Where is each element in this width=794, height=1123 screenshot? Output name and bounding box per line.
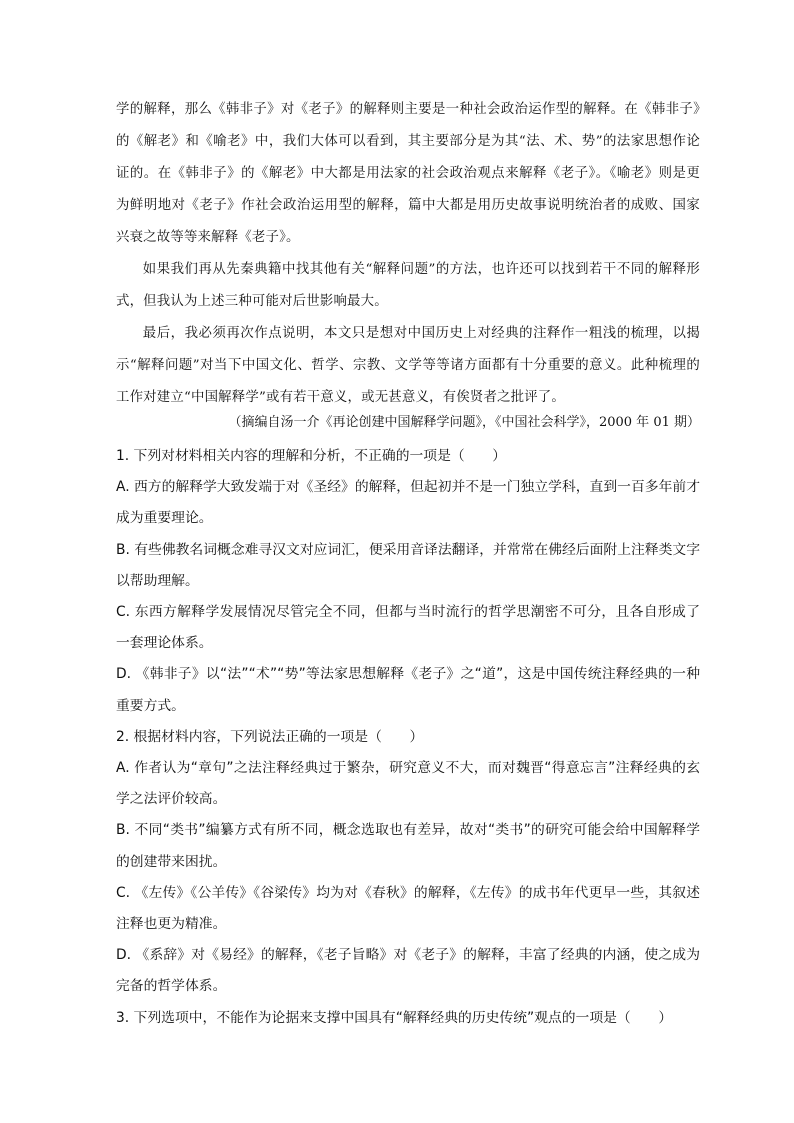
- question-option: B. 不同“类书”编纂方式有所不同，概念选取也有差异，故对“类书”的研究可能会给中国解释学的创建带来困扰。: [116, 822, 700, 870]
- question-option: C. 东西方解释学发展情况尽管完全不同，但都与当时流行的哲学思潮密不可分，且各自形成了一套理论体系。: [116, 604, 700, 652]
- question-stem: 3. 下列选项中，不能作为论据来支撑中国具有“解释经典的历史传统”观点的一项是（ ）: [116, 1009, 673, 1026]
- passage-source: （摘编自汤一介《再论创建中国解释学问题》，《中国社会科学》，2000 年 01 期）: [228, 415, 700, 430]
- passage-paragraph: 如果我们再从先秦典籍中找其他有关“解释问题”的方法，也许还可以找到若干不同的解释形式，但我认为上述三种可能对后世影响最大。: [116, 262, 700, 309]
- question-option: D. 《韩非子》以“法”“术”“势”等法家思想解释《老子》之“道”，这是中国传统注释经典的一种重要方式。: [116, 666, 700, 714]
- question-stem: 1. 下列对材料相关内容的理解和分析，不正确的一项是（ ）: [116, 448, 507, 464]
- question-list: [116, 441, 700, 1034]
- question-option: B. 有些佛教名词概念难寻汉文对应词汇，便采用音译法翻译，并常常在佛经后面附上注释类文字以帮助理解。: [116, 541, 700, 589]
- question-option: A. 西方的解释学大致发端于对《圣经》的解释，但起初并不是一门独立学科，直到一百多年前才成为重要理论。: [116, 479, 700, 527]
- passage-paragraph: 最后，我必须再次作点说明，本文只是想对中国历史上对经典的注释作一粗浅的梳理，以揭示“解释问题”对当下中国文化、哲学、宗教、文学等等诸方面都有十分重要的意义。此种梳理的工作对建立“中国解释学”或有若干意义，或无甚意义，有俟贤者之批评了。: [116, 326, 700, 405]
- question-option: A. 作者认为“章句”之法注释经典过于繁杂，研究意义不大，而对魏晋“得意忘言”注释经典的玄学之法评价较高。: [116, 760, 700, 808]
- question-option: C. 《左传》《公羊传》《谷梁传》均为对《春秋》的解释，《左传》的成书年代更早一些，其叙述注释也更为精准。: [116, 884, 700, 933]
- passage-paragraph: 学的解释，那么《韩非子》对《老子》的解释则主要是一种社会政治运作型的解释。在《韩非子》的《解老》和《喻老》中，我们大体可以看到，其主要部分是为其“法、术、势”的法家思想作论证的。在《韩非子》的《解老》中大都是用法家的社会政治观点来解释《老子》。《喻老》则是更为鲜明地对《老子》作社会政治运用型的解释，篇中大都是用历史故事说明统治者的成败、国家兴衰之故等等来解释《老子》。: [116, 102, 700, 245]
- reading-passage: [116, 94, 700, 414]
- question-stem: 2. 根据材料内容，下列说法正确的一项是（ ）: [116, 728, 424, 745]
- question-option: D. 《系辞》对《易经》的解释，《老子旨略》对《老子》的解释，丰富了经典的内涵，使之成为完备的哲学体系。: [116, 947, 700, 995]
